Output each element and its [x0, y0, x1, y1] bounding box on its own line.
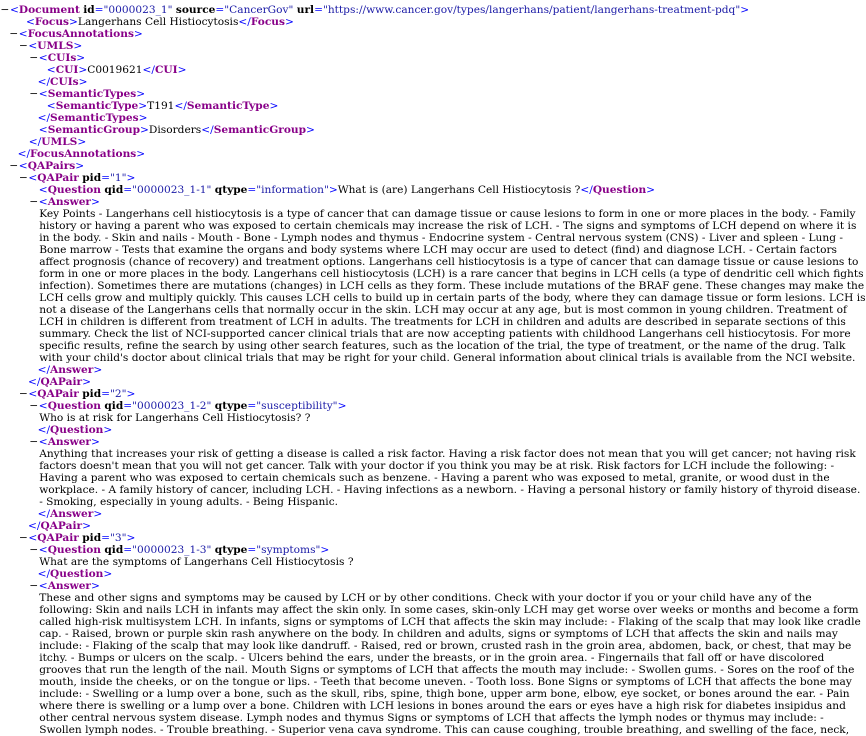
attr-value: "https://www.cancer.gov/types/langerhans/patient/langerhans-treatment-pdq": [322, 4, 741, 16]
open-bracket: </: [37, 112, 51, 124]
question-close-2: [0, 424, 685, 436]
close-bracket: >: [320, 544, 330, 556]
equals: =: [123, 184, 133, 196]
semantic-type-line: [0, 100, 685, 112]
question-tag-name: Question: [47, 184, 102, 196]
attr-value: "0000023_1-3": [132, 544, 212, 556]
minus-icon[interactable]: −: [18, 172, 28, 184]
answer-text-line: [0, 640, 852, 652]
close-bracket: >: [328, 184, 338, 196]
question-text: What are the symptoms of Langerhans Cell Histiocytosis ?: [39, 556, 354, 568]
open-bracket: <: [38, 580, 48, 592]
minus-icon[interactable]: −: [29, 88, 39, 100]
answer-close-1: [0, 364, 685, 376]
semantic-group-value: Disorders: [148, 124, 202, 136]
semantic-type-tag-name: SemanticType: [55, 100, 139, 112]
minus-icon[interactable]: −: [29, 52, 39, 64]
qapair-close-2: [0, 520, 685, 532]
focus-tag-name: Focus: [250, 16, 285, 28]
close-bracket: >: [306, 124, 315, 136]
open-bracket: <: [38, 184, 48, 196]
open-bracket: <: [28, 532, 38, 544]
answer-close-2: [0, 508, 685, 520]
answer-tag-name: Answer: [47, 196, 92, 208]
answer-text: form in one or more places in the body. Langerhans cell histiocytosis (LCH) is a rare cancer that begins in LCH cells (a type of dendritic cell which fights: [39, 268, 864, 280]
minus-icon[interactable]: −: [29, 400, 39, 412]
question-open-3: [0, 544, 685, 556]
close-bracket: >: [140, 124, 149, 136]
open-bracket: <: [38, 544, 48, 556]
answer-text-line: [0, 688, 850, 700]
question-tag-name: Question: [47, 400, 102, 412]
attr-name: qid: [104, 184, 124, 196]
question-open-2: [0, 400, 685, 412]
answer-text-line: [0, 496, 685, 508]
answer-text-line: [0, 220, 857, 232]
focus-annotations-tag-name: FocusAnnotations: [30, 148, 137, 160]
minus-icon[interactable]: −: [29, 196, 39, 208]
qapair-tag-name: QAPair: [37, 532, 79, 544]
answer-text-line: [0, 268, 864, 280]
answer-text: history or having a parent who was exposed to certain chemicals may increase the risk of LCH. - The signs and symptoms of LCH depend on where it is: [39, 220, 857, 232]
cui-value: C0019621: [87, 64, 143, 76]
close-bracket: >: [91, 436, 100, 448]
qapair-tag-name: QAPair: [37, 172, 79, 184]
question-text: What is (are) Langerhans Cell Histiocytosis ?: [337, 184, 581, 196]
answer-text: summary. Check the list of NCI-supported cancer clinical trials that are now accepting patients with childhood Langerhans cell histiocytosis. For more: [39, 328, 851, 340]
answer-tag-name: Answer: [50, 508, 94, 520]
minus-icon[interactable]: −: [9, 28, 19, 40]
answer-text: called high-risk multisystem LCH. In infants, signs or symptoms of LCH that affects the skin may include: - Flaking of the scalp that may look like cradle: [39, 616, 861, 628]
answer-text: itchy. - Bumps or ulcers on the scalp. - Ulcers behind the ears, under the breasts, or in the groin area. - Fingernails that fall off or have discolored: [39, 652, 825, 664]
attr-value: "3": [110, 532, 127, 544]
attr-value: "2": [110, 388, 127, 400]
answer-text: mouth, inside the cheeks, or on the tongue or lips. - Teeth that become uneven. - Tooth loss. Bone Signs or symptoms of LCH that affects the bone may: [39, 676, 852, 688]
answer-text-line: [0, 676, 852, 688]
answer-text: with your child's doctor about clinical trials that may be right for your child. General information about clinical trials is available from the NCI website.: [39, 352, 856, 364]
open-bracket: </: [28, 376, 41, 388]
close-bracket: >: [646, 184, 656, 196]
attr-value: "CancerGov": [224, 4, 294, 16]
qapair-tag-name: QAPair: [37, 388, 79, 400]
close-bracket: >: [78, 64, 88, 76]
qapairs-tag-name: QAPairs: [27, 160, 76, 172]
question-tag-name: Question: [50, 568, 104, 580]
answer-text: Key Points - Langerhans cell histiocytosis is a type of cancer that can damage tissue or cause lesions to form in one or more places in the body. - Family: [39, 208, 856, 220]
attr-name: pid: [82, 388, 102, 400]
open-bracket: </: [238, 16, 251, 28]
close-bracket: >: [103, 424, 113, 436]
semantic-types-tag-name: SemanticTypes: [47, 88, 137, 100]
umls-open: [0, 40, 685, 52]
answer-text: include: - Flaking of the scalp that may look like dandruff. - Raised, red or brown, crusted rash in the groin area, abdomen, back, or chest, that may be: [39, 640, 852, 652]
attr-value: "information": [256, 184, 329, 196]
open-bracket: <: [38, 52, 48, 64]
attr-name: url: [296, 4, 315, 16]
attr-name: qtype: [214, 400, 248, 412]
open-bracket: <: [28, 388, 38, 400]
close-bracket: >: [91, 196, 100, 208]
answer-text-line: [0, 208, 856, 220]
answer-text-line: [0, 352, 856, 364]
answer-text-line: [0, 604, 859, 616]
close-bracket: >: [78, 76, 88, 88]
cuis-close: [0, 76, 685, 88]
open-bracket: <: [38, 196, 48, 208]
close-bracket: >: [82, 376, 91, 388]
equals: =: [247, 544, 257, 556]
cui-line: [0, 64, 685, 76]
open-bracket: </: [37, 508, 51, 520]
answer-text: in the body. - Skin and nails - Mouth - Bone - Lymph nodes and thymus - Endocrine system - Central nervous system (CNS) - Liver and spleen - Lung -: [39, 232, 843, 244]
answer-text: Bone marrow - Tests that examine the organs and body systems where LCH may occur are used to detect (find) and diagnose LCH. - Certain factors: [39, 244, 837, 256]
answer-text-line: [0, 304, 847, 316]
umls-close: [0, 136, 685, 148]
answer-text: LCH cells grow and multiply quickly. This causes LCH cells to build up in certain parts of the body, where they can damage tissue or form lesions. LCH is: [39, 292, 866, 304]
answer-text-line: [0, 616, 861, 628]
umls-tag-name: UMLS: [41, 136, 78, 148]
answer-text: following: Skin and nails LCH in infants may affect the skin only. In some cases, skin-only LCH may get worse over weeks or months and become a form: [39, 604, 859, 616]
answer-text-line: [0, 652, 825, 664]
attr-value: "symptoms": [256, 544, 321, 556]
equals: =: [247, 400, 257, 412]
attr-name: qtype: [214, 184, 248, 196]
document-open-line: [0, 4, 750, 16]
answer-open-1: [0, 196, 685, 208]
answer-text-line: [0, 232, 843, 244]
focus-tag-name: Focus: [34, 16, 70, 28]
cui-tag-name: CUI: [154, 64, 178, 76]
answer-text-line: [0, 244, 837, 256]
answer-text: other central nervous system disease. Lymph nodes and thymus Signs or symptoms of LCH that affects the lymph nodes or thymus may include: -: [39, 712, 824, 724]
open-bracket: <: [26, 16, 35, 28]
qapair-open-1: [0, 172, 685, 184]
answer-text: where there is swelling or a lump over a bone. Children with LCH lesions in bones around the ears or eyes have a high risk for diabetes insipidus and: [39, 700, 846, 712]
minus-icon[interactable]: −: [18, 40, 28, 52]
semantic-types-close: [0, 112, 685, 124]
semantic-types-tag-name: SemanticTypes: [50, 112, 139, 124]
question-tag-name: Question: [592, 184, 647, 196]
attr-name: qid: [104, 544, 124, 556]
open-bracket: <: [38, 88, 48, 100]
answer-text-line: [0, 628, 838, 640]
question-text-3: [0, 556, 685, 568]
equals: =: [123, 400, 133, 412]
answer-text-line: [0, 316, 846, 328]
open-bracket: </: [201, 124, 214, 136]
attr-name: pid: [82, 172, 102, 184]
answer-text-line: [0, 460, 835, 472]
attr-value: "0000023_1-2": [132, 400, 212, 412]
attr-name: qtype: [214, 544, 248, 556]
open-bracket: <: [18, 28, 28, 40]
close-bracket: >: [93, 364, 103, 376]
open-bracket: </: [37, 568, 51, 580]
answer-text: not a disease of the Langerhans cells that normally occur in the skin. LCH may occur at any age, but is most common in young children. Treatment of: [39, 304, 847, 316]
document-tag-name: Document: [18, 4, 80, 16]
answer-text: - Smoking, especially in young adults. - Being Hispanic.: [39, 496, 338, 508]
minus-icon[interactable]: −: [0, 4, 10, 16]
close-bracket: >: [69, 16, 78, 28]
qapairs-open: [0, 160, 685, 172]
close-bracket: >: [76, 52, 86, 64]
question-text-2: [0, 412, 685, 424]
equals: =: [314, 4, 323, 16]
open-bracket: <: [10, 4, 19, 16]
answer-text-line: [0, 724, 850, 736]
equals: =: [247, 184, 257, 196]
open-bracket: </: [17, 148, 31, 160]
attr-name: pid: [82, 532, 102, 544]
cuis-tag-name: CUIs: [50, 76, 79, 88]
answer-text-line: [0, 448, 856, 460]
close-bracket: >: [75, 160, 85, 172]
close-bracket: >: [284, 16, 294, 28]
qapair-open-2: [0, 388, 685, 400]
focus-value: Langerhans Cell Histiocytosis: [77, 16, 239, 28]
focus-annotations-close: [0, 148, 685, 160]
attr-value: "susceptibility": [256, 400, 338, 412]
answer-open-3: [0, 580, 685, 592]
cuis-tag-name: CUIs: [47, 52, 77, 64]
open-bracket: </: [28, 520, 41, 532]
minus-icon[interactable]: −: [18, 388, 28, 400]
open-bracket: </: [37, 76, 51, 88]
answer-text: Anything that increases your risk of getting a disease is called a risk factor. Having a risk factor does not mean that you will get cancer; not having risk: [39, 448, 856, 460]
close-bracket: >: [138, 100, 148, 112]
question-tag-name: Question: [47, 544, 102, 556]
close-bracket: >: [126, 388, 136, 400]
answer-text-line: [0, 484, 861, 496]
close-bracket: >: [93, 508, 103, 520]
focus-annotations-open: [0, 28, 685, 40]
answer-text-line: [0, 664, 855, 676]
qapair-tag-name: QAPair: [40, 376, 83, 388]
attr-value: "1": [110, 172, 127, 184]
open-bracket: </: [580, 184, 593, 196]
answer-text: factors doesn't mean that you will not get cancer. Talk with your doctor if you think you may be at risk. Risk factors for LCH include the following: -: [39, 460, 835, 472]
focus-line: [0, 16, 685, 28]
close-bracket: >: [77, 136, 87, 148]
open-bracket: </: [142, 64, 155, 76]
qapair-open-3: [0, 532, 685, 544]
close-bracket: >: [337, 400, 347, 412]
answer-text-line: [0, 700, 846, 712]
open-bracket: <: [46, 64, 56, 76]
answer-text: These and other signs and symptoms may be caused by LCH or by other conditions. Check with your doctor if you or your child have any of the: [39, 592, 812, 604]
open-bracket: <: [28, 40, 38, 52]
semantic-group-tag-name: SemanticGroup: [47, 124, 141, 136]
cui-tag-name: CUI: [55, 64, 79, 76]
answer-text: workplace. - A family history of cancer, including LCH. - Having infections as a newborn. - Having a personal history or family history of thyroid disease.: [39, 484, 861, 496]
answer-text: affect prognosis (chance of recovery) and treatment options. Langerhans cell histiocytosis is a type of cancer that can damage tissue or cause lesions to: [39, 256, 859, 268]
open-bracket: <: [28, 172, 38, 184]
answer-text: grooves that run the length of the nail. Mouth Signs or symptoms of LCH that affects the mouth may include: - Swollen gums. - Sores on the roof of the: [39, 664, 855, 676]
answer-text: include: - Swelling or a lump over a bone, such as the skull, ribs, spine, thigh bone, upper arm bone, elbow, eye socket, or bones around the ear. - Pain: [39, 688, 850, 700]
answer-text: infection). Sometimes there are mutations (changes) in LCH cells as they form. These include mutations of the BRAF gene. These changes may make the: [39, 280, 865, 292]
question-close-3: [0, 568, 685, 580]
equals: =: [215, 4, 225, 16]
answer-open-2: [0, 436, 685, 448]
answer-text: LCH in children is different from treatment of LCH in adults. The treatments for LCH in children and adults are described in separate sections of this: [39, 316, 846, 328]
answer-text-line: [0, 712, 824, 724]
semantic-type-value: T191: [147, 100, 175, 112]
close-bracket: >: [177, 64, 187, 76]
qapair-tag-name: QAPair: [40, 520, 83, 532]
semantic-types-open: [0, 88, 685, 100]
open-bracket: <: [18, 160, 28, 172]
close-bracket: >: [82, 520, 91, 532]
close-bracket: >: [126, 172, 136, 184]
answer-text-line: [0, 292, 866, 304]
open-bracket: <: [46, 100, 56, 112]
answer-text: specific results, refine the search by using other search features, such as the location of the trial, the type of treatment, or the name of the drug. Talk: [39, 340, 846, 352]
equals: =: [101, 172, 110, 184]
close-bracket: >: [138, 112, 148, 124]
equals: =: [101, 388, 110, 400]
minus-icon[interactable]: −: [9, 160, 19, 172]
answer-tag-name: Answer: [50, 364, 94, 376]
attr-value: "0000023_1": [103, 4, 173, 16]
minus-icon[interactable]: −: [29, 436, 39, 448]
minus-icon[interactable]: −: [29, 580, 39, 592]
attr-name: id: [83, 4, 95, 16]
attr-value: "0000023_1-1": [132, 184, 212, 196]
focus-annotations-tag-name: FocusAnnotations: [27, 28, 134, 40]
equals: =: [123, 544, 133, 556]
close-bracket: >: [73, 40, 83, 52]
answer-text-line: [0, 280, 865, 292]
qapair-close-1: [0, 376, 685, 388]
attr-name: qid: [104, 400, 124, 412]
open-bracket: <: [38, 124, 48, 136]
open-bracket: </: [37, 424, 51, 436]
answer-tag-name: Answer: [47, 436, 92, 448]
answer-tag-name: Answer: [47, 580, 92, 592]
question-line-1: [0, 184, 685, 196]
minus-icon[interactable]: −: [29, 544, 39, 556]
close-bracket: >: [133, 28, 143, 40]
close-bracket: >: [136, 88, 146, 100]
equals: =: [101, 532, 110, 544]
question-text: Who is at risk for Langerhans Cell Histiocytosis? ?: [39, 412, 311, 424]
cuis-open: [0, 52, 685, 64]
open-bracket: <: [38, 400, 48, 412]
answer-text-line: [0, 592, 812, 604]
close-bracket: >: [740, 4, 750, 16]
answer-text: Having a parent who was exposed to certain chemicals such as benzene. - Having a parent who was exposed to metal, granite, or wood dust in the: [39, 472, 830, 484]
answer-text-line: [0, 340, 846, 352]
semantic-group-tag-name: SemanticGroup: [213, 124, 307, 136]
answer-text-line: [0, 328, 851, 340]
open-bracket: </: [37, 364, 51, 376]
open-bracket: <: [38, 436, 48, 448]
close-bracket: >: [136, 148, 146, 160]
umls-tag-name: UMLS: [37, 40, 74, 52]
minus-icon[interactable]: −: [18, 532, 28, 544]
close-bracket: >: [91, 580, 100, 592]
semantic-type-tag-name: SemanticType: [186, 100, 270, 112]
open-bracket: </: [174, 100, 187, 112]
attr-name: source: [175, 4, 216, 16]
open-bracket: </: [28, 136, 42, 148]
equals: =: [94, 4, 104, 16]
question-tag-name: Question: [50, 424, 104, 436]
answer-text: cap. - Raised, brown or purple skin rash anywhere on the body. In children and adults, signs or symptoms of LCH that affects the skin and nails may: [39, 628, 838, 640]
answer-text-line: [0, 472, 830, 484]
answer-text-line: [0, 256, 859, 268]
close-bracket: >: [126, 532, 136, 544]
semantic-group-line: [0, 124, 685, 136]
close-bracket: >: [103, 568, 113, 580]
answer-text: Swollen lymph nodes. - Trouble breathing. - Superior vena cava syndrome. This can cause coughing, trouble breathing, and swelling of the face, neck,: [39, 724, 850, 736]
close-bracket: >: [269, 100, 279, 112]
